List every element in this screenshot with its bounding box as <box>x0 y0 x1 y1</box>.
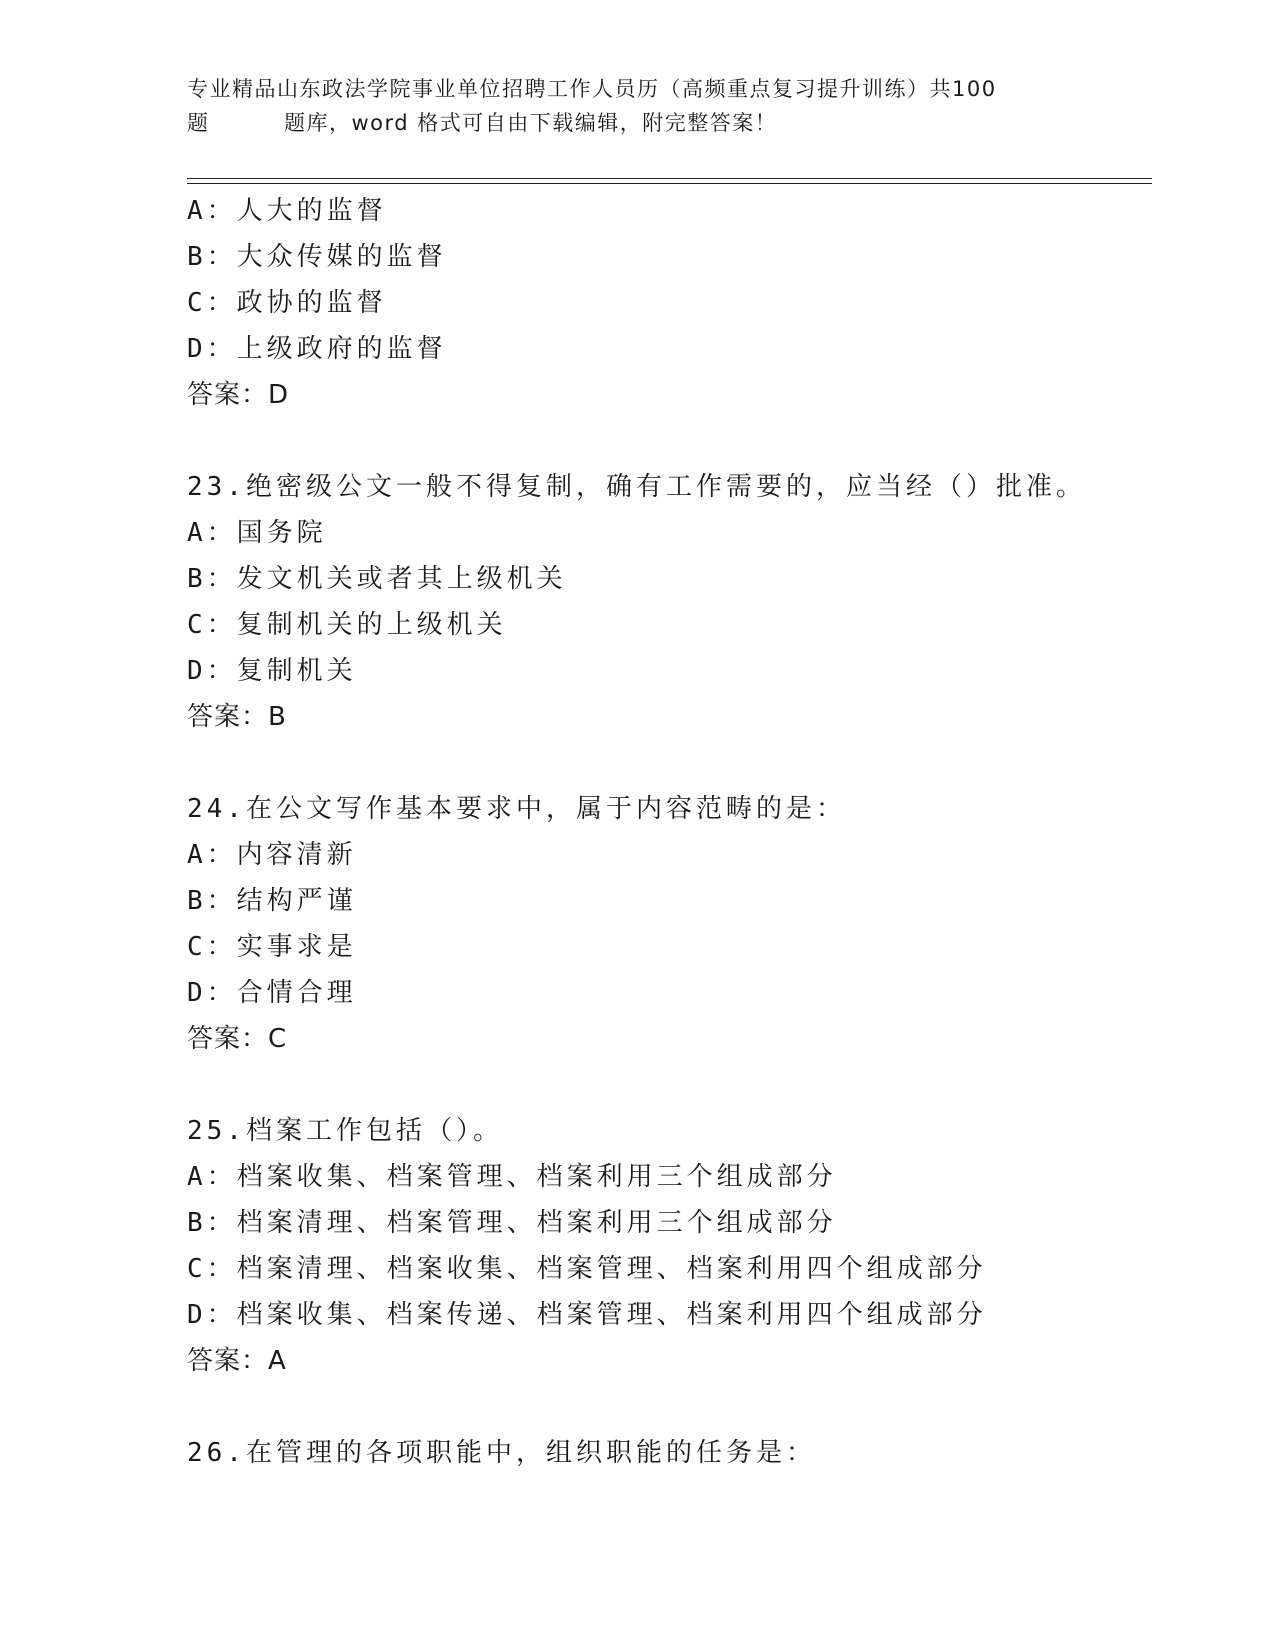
option-c: C：复制机关的上级机关 <box>187 610 507 640</box>
question-stem: 24.在公文写作基本要求中，属于内容范畴的是： <box>187 794 846 824</box>
answer: 答案：B <box>187 702 287 732</box>
option-b: B：发文机关或者其上级机关 <box>187 564 567 594</box>
option-c: C：档案清理、档案收集、档案管理、档案利用四个组成部分 <box>187 1254 987 1284</box>
header-line-2 <box>187 106 1087 140</box>
spacer <box>187 418 1187 464</box>
header-line-2-lead: 题 <box>187 111 210 135</box>
option-d: D：上级政府的监督 <box>187 334 447 364</box>
spacer <box>187 1384 1187 1430</box>
option-d: D：合情合理 <box>187 978 357 1008</box>
question-26 <box>187 1430 1187 1476</box>
option-a: A：人大的监督 <box>187 196 387 226</box>
option-a: A：档案收集、档案管理、档案利用三个组成部分 <box>187 1162 837 1192</box>
option-c: C：实事求是 <box>187 932 357 962</box>
answer: 答案：D <box>187 380 290 410</box>
answer: 答案：C <box>187 1024 288 1054</box>
question-23 <box>187 464 1187 740</box>
option-b: B：大众传媒的监督 <box>187 242 447 272</box>
spacer <box>187 1062 1187 1108</box>
option-c: C：政协的监督 <box>187 288 387 318</box>
answer: 答案：A <box>187 1346 287 1376</box>
question-22-continued <box>187 188 1187 418</box>
question-list <box>187 188 1187 1476</box>
question-24 <box>187 786 1187 1062</box>
spacer <box>187 740 1187 786</box>
question-stem: 25.档案工作包括（）。 <box>187 1116 503 1146</box>
option-b: B：结构严谨 <box>187 886 357 916</box>
option-a: A：国务院 <box>187 518 327 548</box>
option-b: B：档案清理、档案管理、档案利用三个组成部分 <box>187 1208 837 1238</box>
header-line-1: 专业精品山东政法学院事业单位招聘工作人员历（高频重点复习提升训练）共100 <box>187 77 997 101</box>
option-a: A：内容清新 <box>187 840 357 870</box>
option-d: D：档案收集、档案传递、档案管理、档案利用四个组成部分 <box>187 1300 987 1330</box>
question-25 <box>187 1108 1187 1384</box>
question-stem: 23.绝密级公文一般不得复制，确有工作需要的，应当经（）批准。 <box>187 472 1086 502</box>
document-header <box>187 72 1087 140</box>
question-stem: 26.在管理的各项职能中，组织职能的任务是： <box>187 1438 816 1468</box>
header-rule-top <box>187 178 1152 179</box>
header-rule-bottom <box>187 183 1152 184</box>
option-d: D：复制机关 <box>187 656 357 686</box>
header-line-2-rest: 题库，word 格式可自由下载编辑，附完整答案！ <box>284 111 778 135</box>
